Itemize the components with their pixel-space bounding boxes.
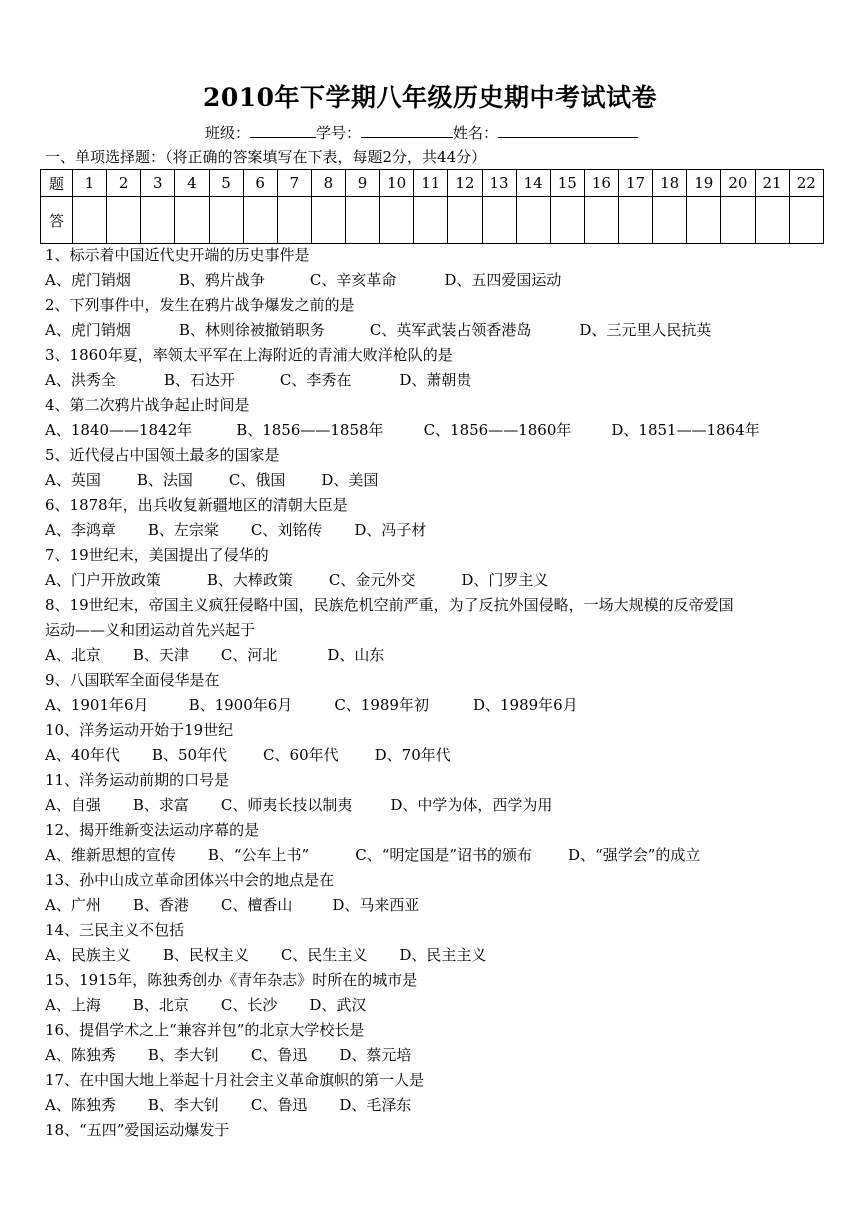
option-c: C、60年代 xyxy=(263,746,339,764)
option-c: C、“明定国是”诏书的颁布 xyxy=(355,846,533,864)
option-a: A、40年代 xyxy=(45,746,120,764)
question-number-cell: 14 xyxy=(516,170,550,197)
option-a: A、陈独秀 xyxy=(45,1096,116,1114)
option-c: C、长沙 xyxy=(220,996,278,1014)
option-a: A、维新思想的宣传 xyxy=(45,846,176,864)
question-number-cell: 15 xyxy=(550,170,584,197)
option-d: D、1851——1864年 xyxy=(611,421,760,439)
option-d: D、中学为体，西学为用 xyxy=(390,796,553,814)
option-c: C、檀香山 xyxy=(220,896,293,914)
question-stem: 14、三民主义不包括 xyxy=(45,921,185,939)
option-c: C、刘铭传 xyxy=(250,521,323,539)
option-b: B、50年代 xyxy=(151,746,228,764)
question-number-cell: 2 xyxy=(107,170,141,197)
answer-cell[interactable] xyxy=(755,197,789,244)
option-d: D、三元里人民抗英 xyxy=(579,321,712,339)
option-d: D、民主主义 xyxy=(399,946,487,964)
answer-table xyxy=(40,169,824,244)
question-stem: 11、洋务运动前期的口号是 xyxy=(45,771,230,789)
option-a: A、洪秀全 xyxy=(45,371,116,389)
option-d: D、1989年6月 xyxy=(472,696,578,714)
answer-cell[interactable] xyxy=(414,197,448,244)
option-a: A、李鸿章 xyxy=(45,521,116,539)
answer-cell[interactable] xyxy=(209,197,243,244)
answer-cell[interactable] xyxy=(789,197,823,244)
option-c: C、金元外交 xyxy=(328,571,416,589)
option-row xyxy=(45,1093,825,1118)
option-row xyxy=(45,318,825,343)
option-c: C、俄国 xyxy=(228,471,286,489)
question-stem: 16、提倡学术之上“兼容并包”的北京大学校长是 xyxy=(45,1021,365,1039)
question-number-cell: 21 xyxy=(755,170,789,197)
option-d: D、70年代 xyxy=(374,746,451,764)
option-row xyxy=(45,843,825,868)
question-stem: 18、“五四”爱国运动爆发于 xyxy=(45,1121,230,1139)
option-a: A、北京 xyxy=(45,646,101,664)
name-blank[interactable] xyxy=(498,123,638,138)
exam-title: 2010年下学期八年级历史期中考试试卷 xyxy=(202,83,658,112)
option-row xyxy=(45,893,825,918)
option-d: D、门罗主义 xyxy=(461,571,549,589)
option-d: D、五四爱国运动 xyxy=(444,271,562,289)
answer-cell[interactable] xyxy=(175,197,209,244)
option-b: B、法国 xyxy=(136,471,193,489)
option-d: D、萧朝贵 xyxy=(399,371,472,389)
option-c: C、英军武装占领香港岛 xyxy=(369,321,532,339)
option-row xyxy=(45,943,825,968)
question-number-cell: 20 xyxy=(721,170,755,197)
option-a: A、民族主义 xyxy=(45,946,131,964)
question-header-cell: 题 xyxy=(41,170,73,197)
option-b: B、香港 xyxy=(132,896,189,914)
option-b: B、北京 xyxy=(132,996,189,1014)
option-a: A、英国 xyxy=(45,471,101,489)
answer-cell[interactable] xyxy=(550,197,584,244)
class-blank[interactable] xyxy=(250,123,316,138)
option-c: C、鲁迅 xyxy=(250,1096,308,1114)
answer-cell[interactable] xyxy=(653,197,687,244)
option-d: D、马来西亚 xyxy=(332,896,420,914)
option-d: D、冯子材 xyxy=(354,521,427,539)
question-stem: 9、八国联军全面侵华是在 xyxy=(45,671,220,689)
question-number-cell: 1 xyxy=(73,170,107,197)
class-label: 班级： xyxy=(205,124,251,142)
option-row xyxy=(45,268,825,293)
question-number-cell: 19 xyxy=(687,170,721,197)
option-d: D、蔡元培 xyxy=(339,1046,412,1064)
option-b: B、“公车上书” xyxy=(207,846,310,864)
answer-cell[interactable] xyxy=(73,197,107,244)
option-d: D、毛泽东 xyxy=(339,1096,412,1114)
option-b: B、求富 xyxy=(132,796,189,814)
option-b: B、民权主义 xyxy=(162,946,249,964)
question-stem: 6、1878年，出兵收复新疆地区的清朝大臣是 xyxy=(45,496,348,514)
option-d: D、山东 xyxy=(327,646,385,664)
option-c: C、民生主义 xyxy=(280,946,368,964)
question-number-cell: 8 xyxy=(311,170,345,197)
question-stem: 5、近代侵占中国领土最多的国家是 xyxy=(45,446,280,464)
question-list xyxy=(45,243,825,1143)
question-number-cell: 7 xyxy=(277,170,311,197)
option-row xyxy=(45,418,825,443)
answer-cell[interactable] xyxy=(584,197,618,244)
option-a: A、广州 xyxy=(45,896,101,914)
option-row xyxy=(45,993,825,1018)
question-number-cell: 10 xyxy=(380,170,414,197)
question-number-cell: 9 xyxy=(346,170,380,197)
answer-cell[interactable] xyxy=(721,197,755,244)
option-row xyxy=(45,1043,825,1068)
option-a: A、虎门销烟 xyxy=(45,321,131,339)
student-id-label: 学号： xyxy=(316,124,362,142)
question-number-cell: 11 xyxy=(414,170,448,197)
question-stem: 2、下列事件中，发生在鸦片战争爆发之前的是 xyxy=(45,296,355,314)
question-number-cell: 5 xyxy=(209,170,243,197)
student-info-line xyxy=(205,122,638,143)
option-row xyxy=(45,468,825,493)
option-d: D、武汉 xyxy=(309,996,367,1014)
question-stem: 8、19世纪末，帝国主义疯狂侵略中国，民族危机空前严重，为了反抗外国侵略，一场大规模的反帝爱国 xyxy=(45,596,734,614)
option-a: A、1901年6月 xyxy=(45,696,149,714)
question-stem: 15、1915年，陈独秀创办《青年杂志》时所在的城市是 xyxy=(45,971,418,989)
answer-row xyxy=(41,197,824,244)
student-id-blank[interactable] xyxy=(361,123,453,138)
option-b: B、林则徐被撤销职务 xyxy=(178,321,325,339)
answer-cell[interactable] xyxy=(448,197,482,244)
question-number-cell: 3 xyxy=(141,170,175,197)
option-c: C、辛亥革命 xyxy=(309,271,397,289)
option-row xyxy=(45,793,825,818)
question-number-cell: 22 xyxy=(789,170,823,197)
option-b: B、大棒政策 xyxy=(206,571,293,589)
option-row xyxy=(45,743,825,768)
answer-cell[interactable] xyxy=(619,197,653,244)
option-b: B、李大钊 xyxy=(147,1046,219,1064)
option-d: D、“强学会”的成立 xyxy=(568,846,701,864)
answer-cell[interactable] xyxy=(277,197,311,244)
answer-cell[interactable] xyxy=(687,197,721,244)
question-stem: 7、19世纪末，美国提出了侵华的 xyxy=(45,546,269,564)
option-b: B、天津 xyxy=(132,646,189,664)
answer-header-cell: 答 xyxy=(41,197,73,244)
question-number-cell: 17 xyxy=(619,170,653,197)
question-stem: 17、在中国大地上举起十月社会主义革命旗帜的第一人是 xyxy=(45,1071,425,1089)
section-heading-multiple-choice: 一、单项选择题：（将正确的答案填写在下表，每题2分，共44分） xyxy=(45,148,487,166)
question-number-cell: 18 xyxy=(653,170,687,197)
option-c: C、1989年初 xyxy=(334,696,429,714)
question-stem: 3、1860年夏，率领太平军在上海附近的青浦大败洋枪队的是 xyxy=(45,346,453,364)
option-b: B、鸦片战争 xyxy=(178,271,265,289)
option-b: B、1856——1858年 xyxy=(236,421,384,439)
question-number-cell: 4 xyxy=(175,170,209,197)
option-row xyxy=(45,643,825,668)
option-c: C、1856——1860年 xyxy=(423,421,572,439)
answer-cell[interactable] xyxy=(482,197,516,244)
option-c: C、河北 xyxy=(220,646,278,664)
question-number-cell: 6 xyxy=(243,170,277,197)
question-number-cell: 13 xyxy=(482,170,516,197)
question-stem-continued: 运动——义和团运动首先兴起于 xyxy=(45,621,256,639)
answer-cell[interactable] xyxy=(311,197,345,244)
option-row xyxy=(45,368,825,393)
question-stem: 12、揭开维新变法运动序幕的是 xyxy=(45,821,260,839)
question-number-row xyxy=(41,170,824,197)
option-row xyxy=(45,568,825,593)
option-row xyxy=(45,518,825,543)
option-d: D、美国 xyxy=(321,471,379,489)
name-label: 姓名： xyxy=(453,124,499,142)
option-a: A、1840——1842年 xyxy=(45,421,193,439)
option-c: C、李秀在 xyxy=(279,371,352,389)
option-a: A、门户开放政策 xyxy=(45,571,161,589)
option-a: A、自强 xyxy=(45,796,101,814)
option-c: C、鲁迅 xyxy=(250,1046,308,1064)
answer-cell[interactable] xyxy=(243,197,277,244)
answer-cell[interactable] xyxy=(107,197,141,244)
option-row xyxy=(45,693,825,718)
answer-cell[interactable] xyxy=(380,197,414,244)
option-a: A、上海 xyxy=(45,996,101,1014)
option-b: B、1900年6月 xyxy=(188,696,293,714)
answer-cell[interactable] xyxy=(346,197,380,244)
option-a: A、陈独秀 xyxy=(45,1046,116,1064)
question-number-cell: 16 xyxy=(584,170,618,197)
question-stem: 4、第二次鸦片战争起止时间是 xyxy=(45,396,250,414)
option-c: C、师夷长技以制夷 xyxy=(220,796,353,814)
question-stem: 13、孙中山成立革命团体兴中会的地点是在 xyxy=(45,871,335,889)
option-b: B、石达开 xyxy=(163,371,235,389)
option-a: A、虎门销烟 xyxy=(45,271,131,289)
question-stem: 10、洋务运动开始于19世纪 xyxy=(45,721,234,739)
option-b: B、左宗棠 xyxy=(147,521,219,539)
answer-cell[interactable] xyxy=(141,197,175,244)
option-b: B、李大钊 xyxy=(147,1096,219,1114)
question-stem: 1、标示着中国近代史开端的历史事件是 xyxy=(45,246,310,264)
question-number-cell: 12 xyxy=(448,170,482,197)
answer-cell[interactable] xyxy=(516,197,550,244)
